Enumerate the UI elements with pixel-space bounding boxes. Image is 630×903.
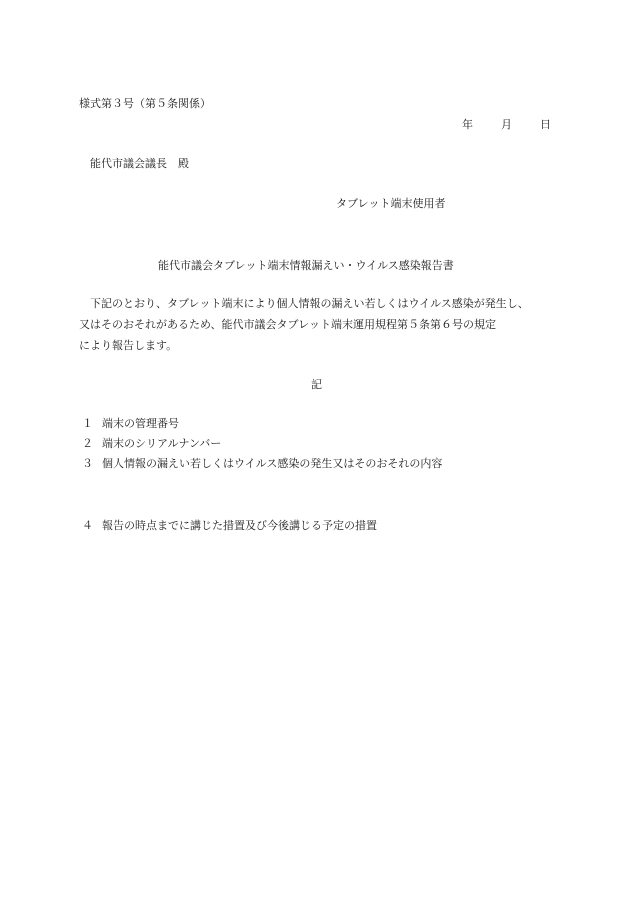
list-item — [82, 416, 179, 432]
item-number: ３ — [82, 457, 93, 470]
item-text: 端末のシリアルナンバー — [102, 437, 222, 450]
form-number: 様式第３号（第５条関係） — [79, 97, 211, 110]
list-item — [82, 456, 442, 472]
date-line — [462, 117, 551, 133]
body-paragraph-line: 下記のとおり、タブレット端末により個人情報の漏えい若しくはウイルス感染が発生し、 — [90, 297, 529, 310]
list-item — [82, 518, 377, 534]
report-title: 能代市議会タブレット端末情報漏えい・ウイルス感染報告書 — [158, 259, 454, 272]
item-number: ２ — [82, 437, 93, 450]
item-number: ４ — [82, 519, 93, 532]
item-text: 報告の時点までに講じた措置及び今後講じる予定の措置 — [102, 519, 377, 532]
item-number: １ — [82, 417, 93, 430]
reporter: タブレット端末使用者 — [336, 197, 446, 210]
item-text: 個人情報の漏えい若しくはウイルス感染の発生又はそのおそれの内容 — [102, 457, 443, 470]
date-month-label: 月 — [501, 118, 512, 131]
ki-heading: 記 — [311, 378, 322, 391]
addressee: 能代市議会議長 殿 — [90, 157, 189, 170]
date-day-label: 日 — [540, 118, 551, 131]
item-text: 端末の管理番号 — [102, 417, 179, 430]
list-item — [82, 436, 221, 452]
body-paragraph-line: により報告します。 — [79, 339, 178, 352]
date-year-label: 年 — [462, 118, 473, 131]
body-paragraph-line: 又はそのおそれがあるため、能代市議会タブレット端末運用規程第５条第６号の規定 — [79, 318, 497, 331]
